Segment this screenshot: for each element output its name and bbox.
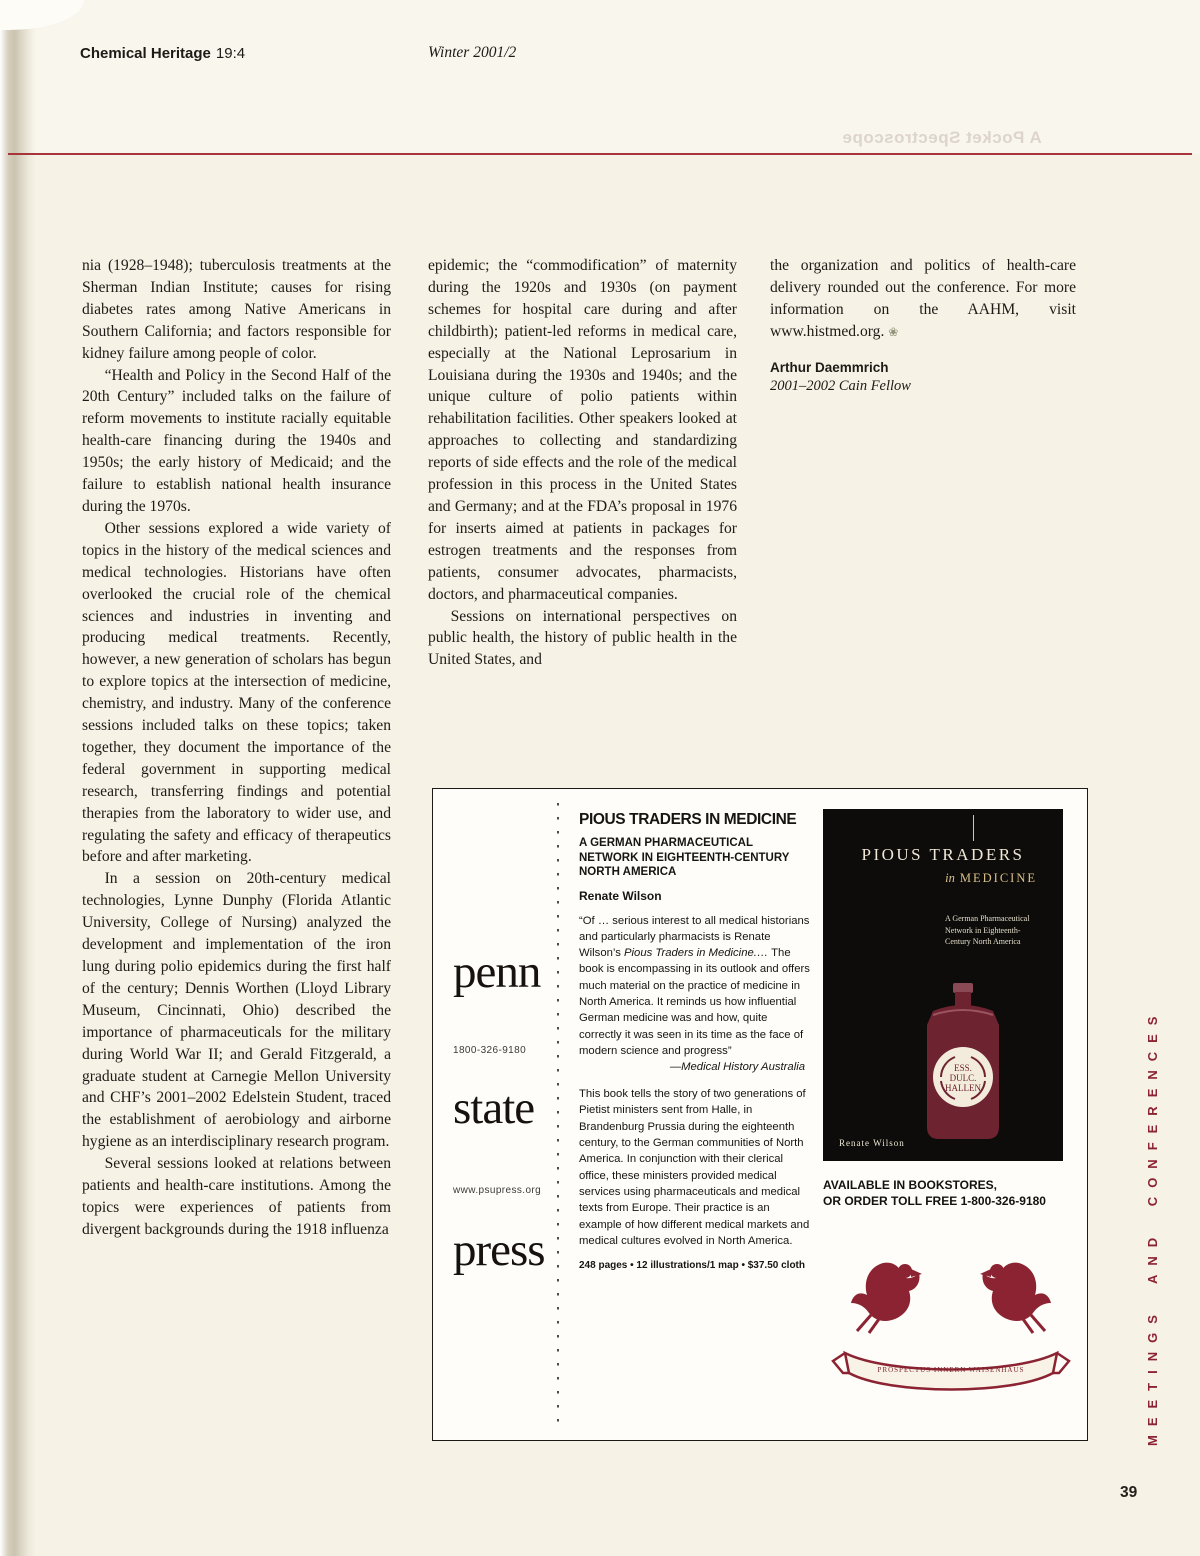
cover-subtitle: A German Pharmaceutical Network in Eighteenth-Century North America — [945, 914, 1030, 946]
dotted-divider — [557, 803, 559, 1426]
svg-text:ESS.: ESS. — [954, 1063, 972, 1073]
scan-gutter-edge — [0, 0, 36, 1556]
cover-rule — [973, 815, 974, 841]
paragraph — [770, 255, 1076, 344]
cover-author: Renate Wilson — [839, 1138, 905, 1148]
availability-line2: OR ORDER TOLL FREE 1-800-326-9180 — [823, 1194, 1046, 1208]
showthrough-ghost-text: A Pocket Spectroscope — [842, 128, 1042, 147]
heraldic-birds-illustration — [827, 1241, 1075, 1419]
book-subtitle: A GERMAN PHARMACEUTICAL NETWORK IN EIGHTEENTH-CENTURY NORTH AMERICA — [579, 837, 790, 878]
availability-line1: AVAILABLE IN BOOKSTORES, — [823, 1178, 998, 1192]
section-label-meetings-and-conferences: MEETINGS AND CONFERENCES — [1145, 1007, 1160, 1446]
paragraph: Several sessions looked at relations between patients and health-care institutions. Among the topics were experiences of patients from divergent backgrounds during the 1918 influenza — [82, 1155, 391, 1238]
quote-pre: “Of … serious interest to all medical historians and particularly pharmacists is Renate Wilson’s — [579, 914, 810, 960]
quote-book-title: Pious Traders in Medicine.… — [624, 947, 769, 960]
book-cover-image — [823, 809, 1063, 1161]
cover-title-line1: PIOUS TRADERS — [861, 845, 1025, 864]
paragraph: Other sessions explored a wide variety of topics in the history of the medical sciences and medical technologies. Historians have often overlooked the crucial role of the chemical sciences and industries in inventing and producing medical treatments. Recently, however, a new generation of scholars has begun to explore topics at the intersection of medicine, chemistry, and industry. Many of the conference sessions included talks on these topics; taken together, they document the importance of the federal government in supporting medical research, transferring findings and potential therapies from the laboratory to wider use, and regulating the safety and efficacy of therapeutics before and after marketing. — [82, 519, 391, 866]
svg-text:PROSPECTUS INNERN WAISENHAUS: PROSPECTUS INNERN WAISENHAUS — [877, 1366, 1025, 1374]
header-left — [80, 45, 245, 62]
paragraph: In a session on 20th-century medical technologies, Lynne Dunphy (Florida Atlantic University, College of Nursing) analyzed the development and implementation of the iron lung during polio epidemics during the first half of the century; Dennis Worthen (Lloyd Library Museum, Cincinnati, Ohio) described the importance of pharmaceuticals for the military during World War II; and Gerald Fitzgerald, a graduate student at Carnegie Mellon University and CHF’s 2001–2002 Edelstein Student, traced the establishment of aerobiology and airborne hygiene as an interdisciplinary research program. — [82, 870, 391, 1151]
book-title: PIOUS TRADERS IN MEDICINE — [579, 811, 797, 828]
article-column-1 — [82, 255, 391, 1241]
press-url: www.psupress.org — [453, 1185, 542, 1196]
press-logo-state: state — [453, 1082, 535, 1134]
medicine-bottle-illustration — [915, 981, 1011, 1145]
review-quote — [579, 913, 811, 1060]
author-title: 2001–2002 Cain Fellow — [770, 377, 911, 394]
paragraph: epidemic; the “commodification” of maternity during the 1920s and 1930s (on payment schemes for hospital care during and after childbirth); patient-led reforms in medical care, especially at the National Leprosarium in Louisiana during the 1930s and 1940s; and the unique culture of polio patients within rehabilitation facilities. Other speakers looked at approaches to collecting and standardizing reports of side effects and the role of the medical profession in this process in the United States and Germany; and at the FDA’s proposal in 1976 for inserts aimed at patients in packages for estrogen treatments and the responses from patients, consumer advocates, pharmacists, doctors, and pharmaceutical companies. — [428, 257, 737, 603]
svg-text:HALLEN: HALLEN — [945, 1083, 981, 1093]
ad-text-column — [579, 811, 811, 1271]
paragraph: Sessions on international perspectives on public health, the history of public health in the United States, and — [428, 607, 737, 669]
book-description: This book tells the story of two generations of Pietist ministers sent from Halle, in Brandenburg Prussia during the eighteenth century, to the German communities of North America. In conjunction with their clerical office, these ministers provided medical services using pharmaceuticals and medical texts from Europe. Their practice is an example of how different medical markets and medical cultures evolved in North America. — [579, 1088, 810, 1247]
press-phone: 1800-326-9180 — [453, 1045, 527, 1056]
cover-title-medicine: MEDICINE — [959, 871, 1037, 885]
cover-title-line2 — [945, 871, 1037, 886]
press-logo-penn: penn — [453, 946, 541, 998]
article-column-3 — [770, 255, 1076, 396]
availability-note — [823, 1177, 1075, 1209]
cover-title-in: in — [945, 871, 955, 885]
press-logo-press: press — [453, 1224, 545, 1276]
page-number: 39 — [1120, 1484, 1138, 1501]
quote-attribution: —Medical History Australia — [669, 1061, 805, 1074]
book-author: Renate Wilson — [579, 888, 662, 903]
paragraph: “Health and Policy in the Second Half of the 20th Century” included talks on the failure of reform movements to institute racially equitable health-care financing during the 1940s and 1950s; the early history of Medicaid; and the failure to establish national health insurance during the 1970s. — [82, 366, 391, 515]
header-rule — [8, 153, 1192, 155]
paragraph: nia (1928–1948); tuberculosis treatments at the Sherman Indian Institute; causes for rising diabetes rates among Native Americans in Southern California; and factors responsible for kidney failure among people of color. — [82, 257, 391, 362]
svg-text:DULC.: DULC. — [949, 1073, 977, 1083]
book-specs: 248 pages • 12 illustrations/1 map • $37.50 cloth — [579, 1260, 805, 1272]
author-name: Arthur Daemmrich — [770, 359, 889, 375]
quote-post: The book is encompassing in its outlook and offers much material on the practice of medicine in North America. It reminds us how influential German medicine was and how, quite correctly it was seen in its time as the face of modern science and progress” — [579, 947, 810, 1057]
end-ornament-icon: ❀ — [888, 324, 899, 339]
article-column-2 — [428, 255, 737, 671]
closing-paragraph: the organization and politics of health-care delivery rounded out the conference. For more information on the AAHM, visit www.histmed.org. — [770, 257, 1076, 340]
journal-title: Chemical Heritage — [80, 45, 211, 62]
issue-number: 19:4 — [215, 45, 246, 62]
press-advertisement — [432, 788, 1088, 1441]
byline — [770, 359, 1076, 396]
issue-season: Winter 2001/2 — [428, 44, 517, 61]
